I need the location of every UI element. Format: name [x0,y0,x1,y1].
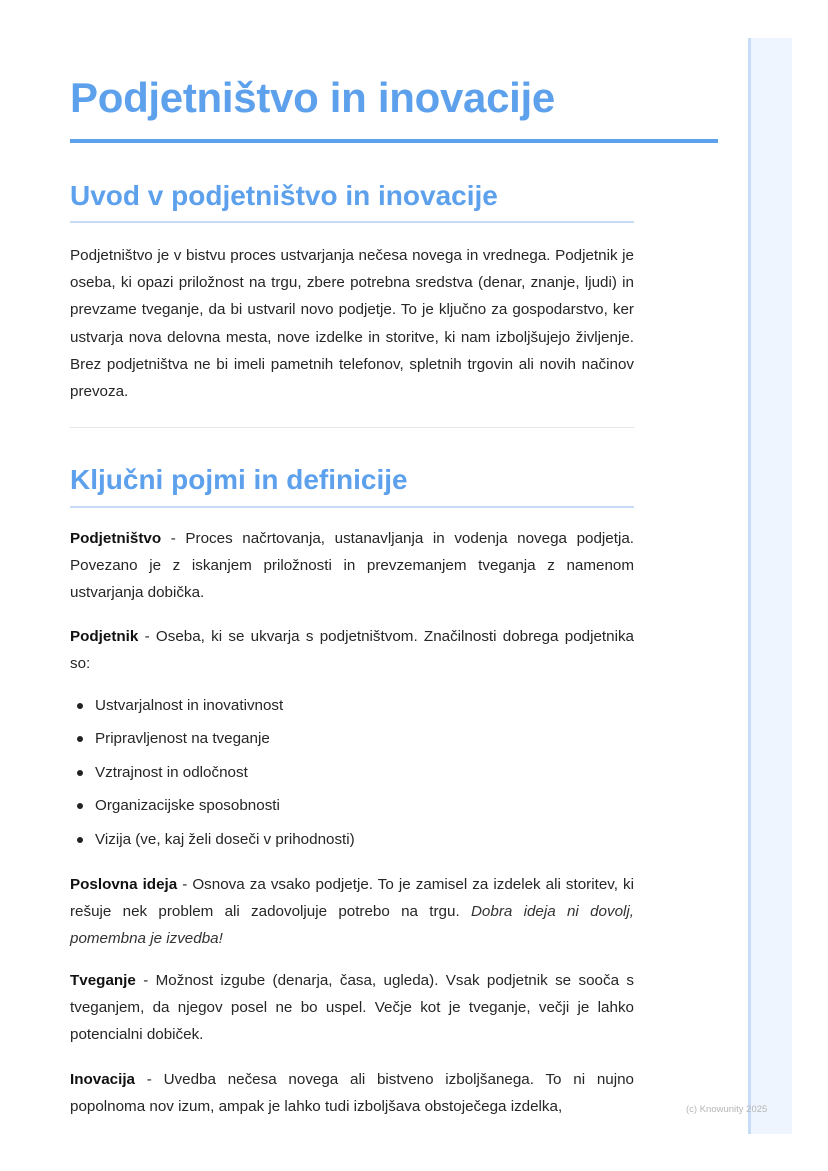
page-title: Podjetništvo in inovacije [70,74,555,121]
definition-term: Podjetništvo [70,530,162,547]
section-divider [70,427,634,428]
list-item: Organizacijske sposobnosti [70,792,634,825]
definition-innovation [70,1066,634,1120]
definition-entrepreneur [70,623,634,677]
definition-text: - Uvedba nečesa novega ali bistveno izboljšanega. To ni nujno popolnoma nov izum, ampak je lahko tudi izboljšava obstoječega izdelka, [70,1071,634,1116]
list-item: Pripravljenost na tveganje [70,725,634,758]
definition-term: Inovacija [70,1071,135,1088]
definition-term: Podjetnik [70,628,139,645]
title-underline [70,139,718,143]
definition-risk [70,967,634,1049]
side-panel [748,38,792,1134]
definition-text: - Osnova za vsako podjetje. To je zamisel za izdelek ali storitev, ki rešuje nek problem ali zadovoljuje potrebo na trgu. [70,876,634,921]
definition-text: - Oseba, ki se ukvarja s podjetništvom. Značilnosti dobrega podjetnika so: [70,628,634,673]
list-item: Vztrajnost in odločnost [70,759,634,792]
definition-text: - Proces načrtovanja, ustanavljanja in vodenja novega podjetja. Povezano je z iskanjem priložnosti in prevzemanjem tveganja z namenom ustvarjanja dobička. [70,530,634,602]
side-panel-border [748,38,751,1134]
definition-term: Poslovna ideja [70,876,178,893]
definition-business-idea [70,871,634,953]
definition-emphasis: Dobra ideja ni dovolj, pomembna je izvedba! [70,903,634,948]
definition-entrepreneurship [70,525,634,607]
intro-paragraph: Podjetništvo je v bistvu proces ustvarjanja nečesa novega in vrednega. Podjetnik je oseba, ki opazi priložnost na trgu, zbere potrebna sredstva (denar, znanje, ljudi) in prevzame tveganje, da bi ustvaril novo podjetje. To je ključno za gospodarstvo, ker ustvarja nova delovna mesta, nove izdelke in storitve, ki nam izboljšujejo življenje. Brez podjetništva ne bi imeli pametnih telefonov, spletnih trgovin ali novih načinov prevoza. [70,247,634,401]
list-item: Ustvarjalnost in inovativnost [70,692,634,725]
section-heading-underline [70,506,634,508]
section-heading-key-terms: Ključni pojmi in definicije [70,464,408,495]
section-heading-intro: Uvod v podjetništvo in inovacije [70,180,498,211]
section-heading-underline [70,221,634,223]
entrepreneur-traits-list [70,692,634,859]
definition-term: Tveganje [70,972,136,989]
definition-text: - Možnost izgube (denarja, časa, ugleda). Vsak podjetnik se sooča s tveganjem, da njegov posel ne bo uspel. Večje kot je tveganje, večji je lahko potencialni dobiček. [70,972,634,1044]
copyright-notice: (c) Knowunity 2025 [686,1104,768,1115]
list-item: Vizija (ve, kaj želi doseči v prihodnosti) [70,826,634,859]
